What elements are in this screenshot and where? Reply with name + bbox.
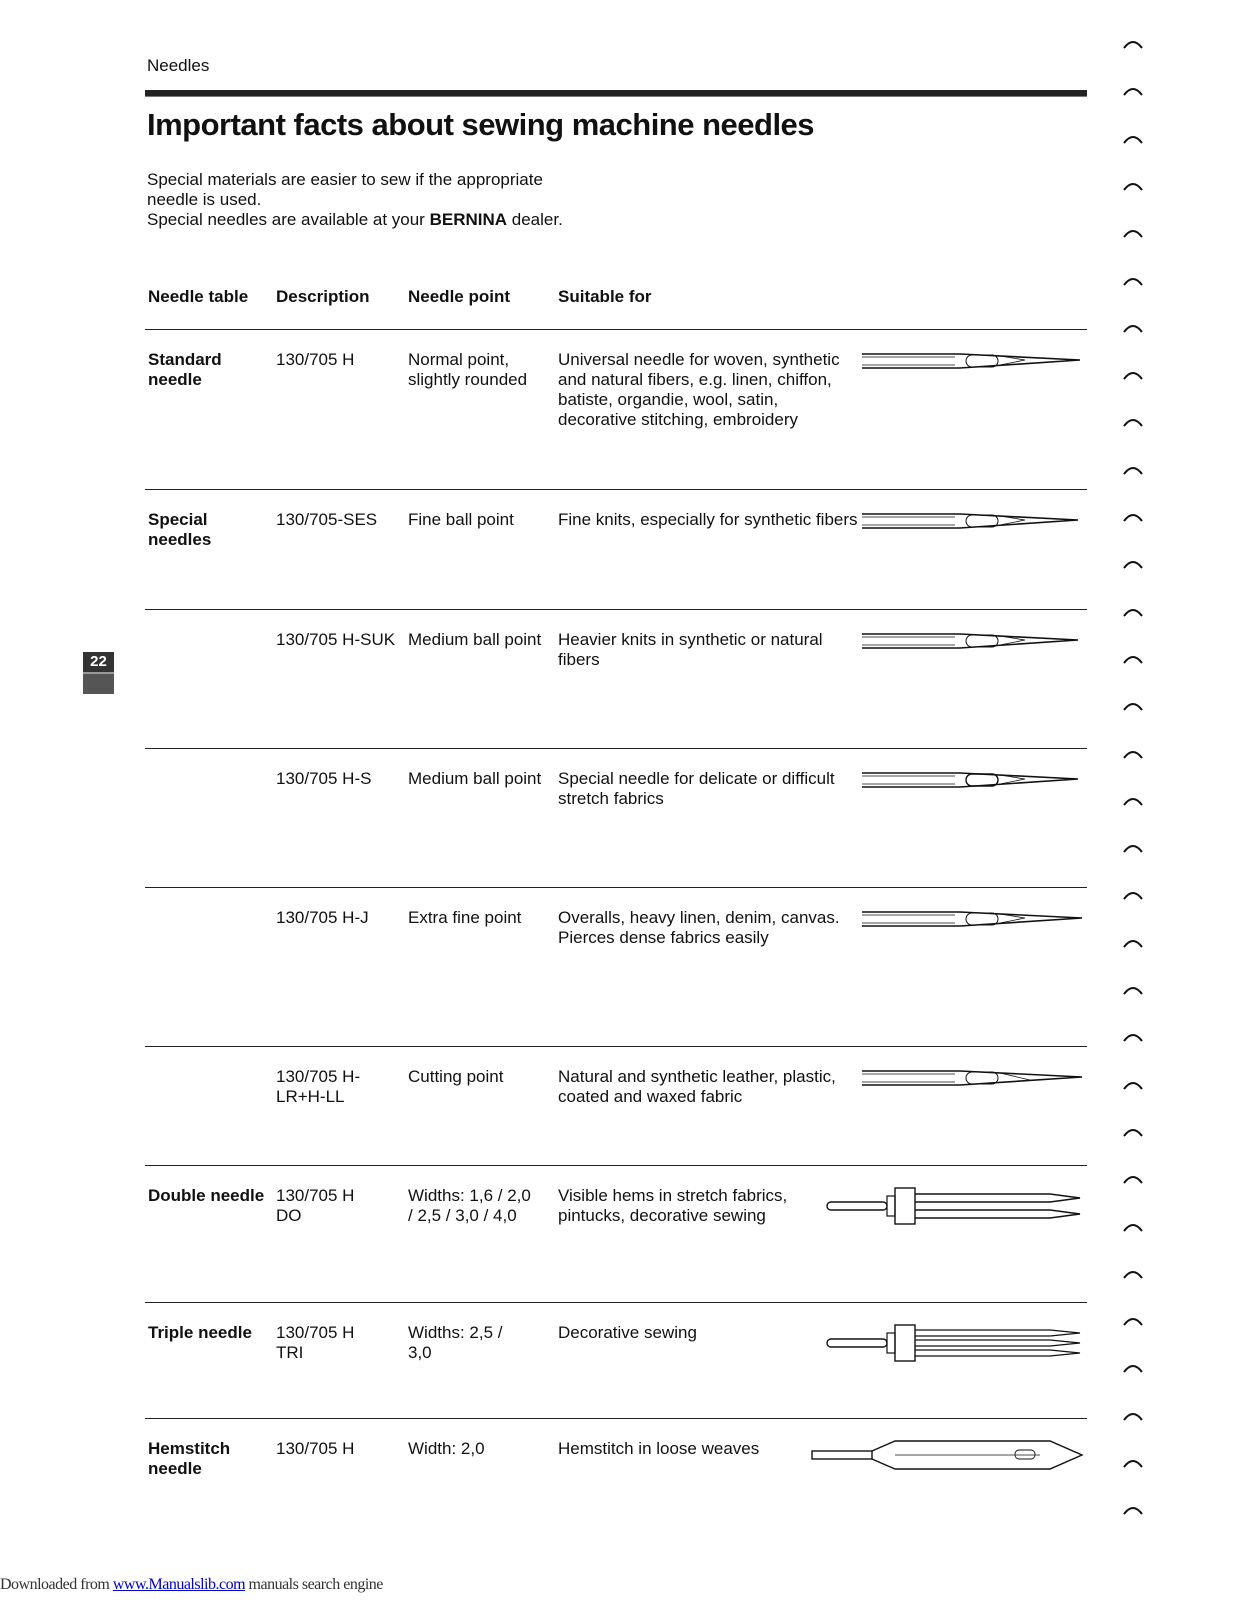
- page-number: 22: [83, 652, 114, 674]
- col-header-suitable-for: Suitable for: [558, 287, 652, 306]
- binding-mark-icon: [1122, 558, 1144, 570]
- binding-mark-icon: [1122, 322, 1144, 334]
- binding-mark-icon: [1122, 842, 1144, 854]
- binding-mark-icon: [1122, 606, 1144, 618]
- col-header-needle-table: Needle table: [148, 287, 249, 306]
- intro-line-3-post: dealer.: [507, 210, 563, 229]
- needle-suitable-for: Fine knits, especially for synthetic fibers: [558, 510, 858, 529]
- needle-point: Medium ball point: [408, 630, 542, 649]
- needle-name: Special needles: [148, 510, 212, 549]
- top-rule: [145, 90, 1087, 97]
- medium-ball-point-needle-icon: [860, 628, 1085, 658]
- standard-needle-icon: [860, 348, 1085, 378]
- needle-point: Extra fine point: [408, 908, 522, 927]
- needle-description: 130/705 H-S: [276, 769, 372, 788]
- binding-mark-icon: [1122, 85, 1144, 97]
- needle-description: 130/705 H-SUK: [276, 630, 396, 649]
- col-header-needle-point: Needle point: [408, 287, 511, 306]
- binding-mark-icon: [1122, 464, 1144, 476]
- needle-point: Cutting point: [408, 1067, 504, 1086]
- intro-line-1: Special materials are easier to sew if the appropriate: [147, 170, 543, 189]
- needle-description: 130/705 H-J: [276, 908, 369, 927]
- needle-name: Standard needle: [148, 350, 222, 389]
- needle-name: Hemstitch needle: [148, 1439, 231, 1478]
- binding-mark-icon: [1122, 1079, 1144, 1091]
- double-needle-icon: [825, 1184, 1085, 1228]
- needle-description: 130/705 H DO: [276, 1186, 355, 1225]
- needle-point: Normal point, slightly rounded: [408, 350, 528, 389]
- binding-mark-icon: [1122, 511, 1144, 523]
- binding-mark-icon: [1122, 748, 1144, 760]
- page-number-badge: [83, 652, 114, 694]
- binding-mark-icon: [1122, 1410, 1144, 1422]
- needle-point: Widths: 2,5 / 3,0: [408, 1323, 503, 1362]
- table-row: [145, 329, 1087, 490]
- needle-suitable-for: Visible hems in stretch fabrics, pintucks, decorative sewing: [558, 1186, 788, 1225]
- brand-name: BERNINA: [429, 210, 508, 229]
- binding-mark-icon: [1122, 1362, 1144, 1374]
- intro-line-3: [147, 210, 707, 230]
- footer-suffix: manuals search engine: [245, 1576, 383, 1593]
- table-row: [145, 1046, 1087, 1166]
- binding-mark-icon: [1122, 180, 1144, 192]
- binding-mark-icon: [1122, 38, 1144, 50]
- binding-mark-icon: [1122, 889, 1144, 901]
- needle-point: Medium ball point: [408, 769, 542, 788]
- section-label: Needles: [147, 56, 210, 75]
- needle-description: 130/705 H: [276, 1439, 355, 1458]
- binding-mark-icon: [1122, 795, 1144, 807]
- needle-name: Double needle: [148, 1186, 265, 1205]
- binding-mark-icon: [1122, 1173, 1144, 1185]
- binding-mark-icon: [1122, 1504, 1144, 1516]
- ball-point-needle-icon: [860, 508, 1085, 538]
- needle-point: Widths: 1,6 / 2,0 / 2,5 / 3,0 / 4,0: [408, 1186, 531, 1225]
- leather-needle-icon: [860, 1065, 1085, 1095]
- needle-description: 130/705 H-LR+H-LL: [276, 1067, 361, 1106]
- table-row: [145, 1165, 1087, 1303]
- table-row: [145, 1418, 1087, 1539]
- binding-mark-icon: [1122, 416, 1144, 428]
- binding-mark-icon: [1122, 984, 1144, 996]
- binding-mark-icon: [1122, 1315, 1144, 1327]
- page-title: Important facts about sewing machine needles: [147, 107, 815, 142]
- download-footer: [0, 1576, 383, 1594]
- binding-mark-icon: [1122, 1126, 1144, 1138]
- table-row: [145, 748, 1087, 888]
- binding-mark-icon: [1122, 275, 1144, 287]
- binding-mark-icon: [1122, 700, 1144, 712]
- intro-line-3-pre: Special needles are available at your: [147, 210, 430, 229]
- needle-suitable-for: Heavier knits in synthetic or natural fibers: [558, 630, 823, 669]
- triple-needle-icon: [825, 1321, 1085, 1365]
- table-row: [145, 1302, 1087, 1419]
- needle-point: Width: 2,0: [408, 1439, 485, 1458]
- binding-mark-icon: [1122, 1457, 1144, 1469]
- table-row: [145, 489, 1087, 610]
- needle-description: 130/705 H: [276, 350, 355, 369]
- jeans-needle-icon: [860, 906, 1085, 936]
- needle-name: Triple needle: [148, 1323, 252, 1342]
- intro-line-2: needle is used.: [147, 190, 262, 209]
- table-row: [145, 887, 1087, 1047]
- table-row: [145, 609, 1087, 749]
- col-header-description: Description: [276, 287, 370, 306]
- manualslib-link[interactable]: www.Manualslib.com: [112, 1576, 246, 1593]
- binding-mark-icon: [1122, 369, 1144, 381]
- needle-suitable-for: Universal needle for woven, synthetic and natural fibers, e.g. linen, chiffon, batiste, organdie, wool, satin, decorative stitching, embroidery: [558, 350, 840, 429]
- needle-suitable-for: Decorative sewing: [558, 1323, 697, 1342]
- binding-mark-icon: [1122, 133, 1144, 145]
- needle-description: 130/705-SES: [276, 510, 378, 529]
- binding-mark-icon: [1122, 1221, 1144, 1233]
- needle-description: 130/705 H TRI: [276, 1323, 355, 1362]
- stretch-needle-icon: [860, 767, 1085, 797]
- needle-point: Fine ball point: [408, 510, 514, 529]
- needle-suitable-for: Natural and synthetic leather, plastic, coated and waxed fabric: [558, 1067, 836, 1106]
- binding-mark-icon: [1122, 1268, 1144, 1280]
- footer-prefix: Downloaded from: [0, 1576, 113, 1593]
- hemstitch-needle-icon: [810, 1437, 1085, 1473]
- binding-mark-icon: [1122, 227, 1144, 239]
- needle-suitable-for: Hemstitch in loose weaves: [558, 1439, 760, 1458]
- binding-mark-icon: [1122, 653, 1144, 665]
- binding-mark-icon: [1122, 937, 1144, 949]
- intro-text: [147, 170, 707, 230]
- binding-mark-icon: [1122, 1031, 1144, 1043]
- needle-suitable-for: Overalls, heavy linen, denim, canvas. Pierces dense fabrics easily: [558, 908, 840, 947]
- needle-suitable-for: Special needle for delicate or difficult stretch fabrics: [558, 769, 835, 808]
